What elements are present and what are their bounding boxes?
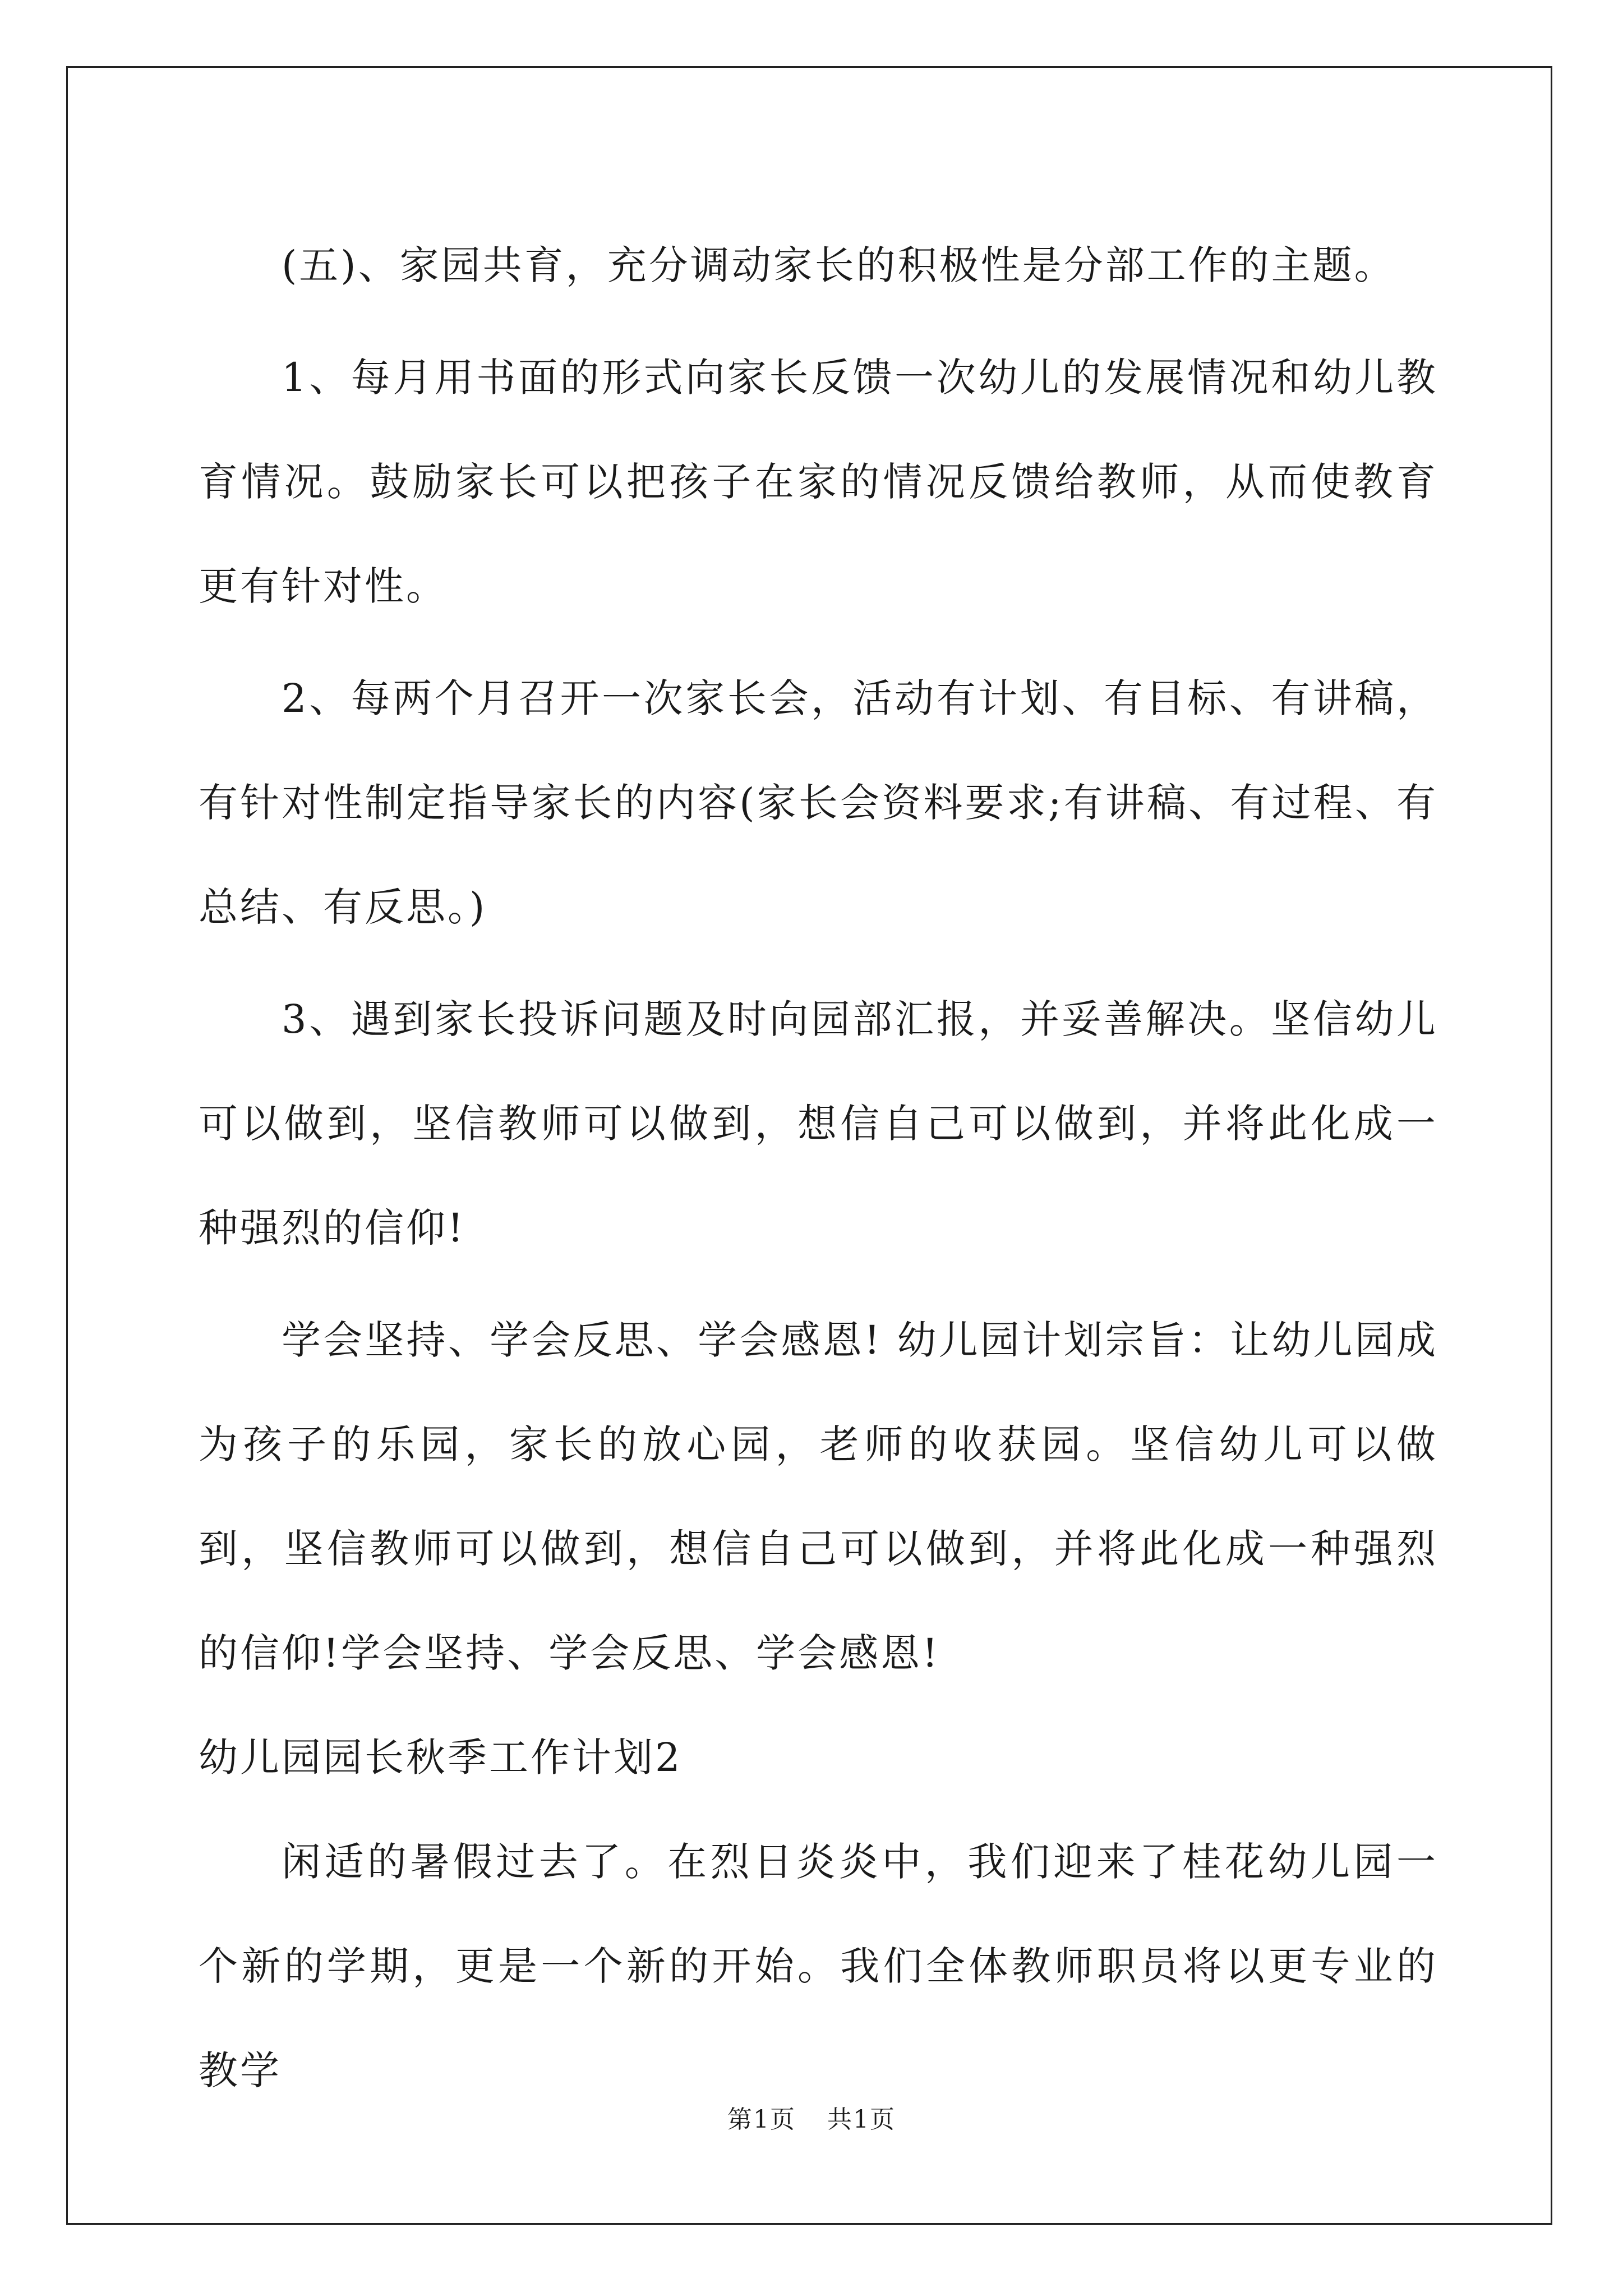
paragraph-5: 学会坚持、学会反思、学会感恩! 幼儿园计划宗旨：让幼儿园成为孩子的乐园，家长的放心园，老师的收获园。坚信幼儿可以做到，坚信教师可以做到，想信自己可以做到，并将此化成一种强烈的信仰!学会坚持、学会反思、学会感恩! (199, 1317, 1438, 1676)
paragraph-4: 3、遇到家长投诉问题及时向园部汇报，并妥善解决。坚信幼儿可以做到，坚信教师可以做到，想信自己可以做到，并将此化成一种强烈的信仰! (199, 996, 1438, 1251)
paragraph-1: (五)、家园共育，充分调动家长的积极性是分部工作的主题。 (282, 242, 1396, 288)
paragraph-6: 闲适的暑假过去了。在烈日炎炎中，我们迎来了桂花幼儿园一个新的学期，更是一个新的开始。我们全体教师职员将以更专业的教学 (199, 1839, 1438, 2093)
section-title: 幼儿园园长秋季工作计划2 (199, 1734, 683, 1780)
page-number-total: 共1页 (827, 2105, 896, 2134)
paragraph-2: 1、每月用书面的形式向家长反馈一次幼儿的发展情况和幼儿教育情况。鼓励家长可以把孩子在家的情况反馈给教师，从而使教育更有针对性。 (199, 355, 1438, 609)
paragraph-3: 2、每两个月召开一次家长会，活动有计划、有目标、有讲稿，有针对性制定指导家长的内容(家长会资料要求;有讲稿、有过程、有总结、有反思。) (199, 675, 1438, 930)
page-footer (0, 2099, 1623, 2135)
page-number-current: 第1页 (727, 2105, 796, 2134)
document-body (199, 213, 1438, 2123)
